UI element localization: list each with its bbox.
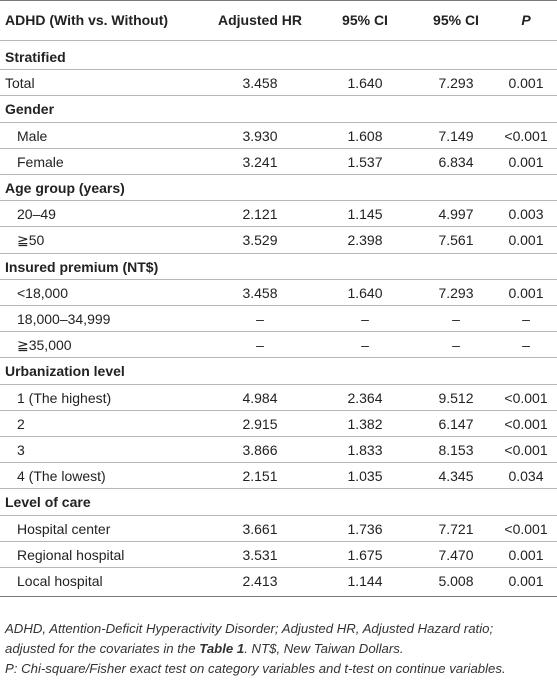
- p-value-cell: 0.034: [508, 468, 544, 485]
- ci-upper-cell: 8.153: [438, 442, 474, 458]
- ci-upper-cell: 6.834: [438, 153, 474, 170]
- ci-lower-cell: 1.537: [347, 153, 383, 170]
- adjusted-hr-cell: 3.531: [242, 546, 278, 563]
- adjusted-hr-cell: 2.915: [242, 415, 278, 432]
- p-value-cell: 0.001: [508, 232, 544, 249]
- header-comparison: ADHD (With vs. Without): [5, 12, 169, 28]
- ci-upper-cell: –: [452, 311, 460, 327]
- adjusted-hr-cell: 2.121: [242, 206, 278, 223]
- table-row: [0, 411, 557, 437]
- ci-lower-cell: 1.736: [347, 520, 383, 537]
- row-label: 1 (The highest): [17, 389, 112, 406]
- adjusted-hr-cell: 3.866: [242, 442, 278, 458]
- table-row: [0, 227, 557, 253]
- ci-lower-cell: 1.833: [347, 442, 383, 458]
- ci-lower-cell: 1.144: [347, 573, 383, 589]
- ci-upper-cell: 7.561: [438, 232, 474, 249]
- ci-upper-cell: 5.008: [438, 573, 474, 589]
- table-row: [0, 306, 557, 332]
- row-label: 18,000–34,999: [17, 311, 111, 327]
- ci-upper-cell: 7.721: [438, 520, 474, 537]
- row-label: Regional hospital: [17, 546, 125, 563]
- ci-lower-cell: 1.145: [347, 206, 383, 223]
- adjusted-hr-cell: 3.241: [242, 153, 278, 170]
- table-row: [0, 332, 557, 358]
- section-label: Urbanization level: [5, 363, 125, 380]
- section-label: Level of care: [5, 494, 91, 511]
- ci-lower-cell: –: [361, 337, 369, 354]
- row-label: Male: [17, 127, 48, 144]
- p-value-cell: 0.001: [508, 75, 544, 92]
- p-value-cell: 0.001: [508, 284, 544, 301]
- section-label: Age group (years): [5, 180, 125, 196]
- ci-lower-cell: 1.035: [347, 468, 383, 485]
- p-value-cell: –: [522, 311, 530, 327]
- p-value-cell: <0.001: [504, 520, 548, 537]
- table-row: [0, 568, 557, 594]
- table-footnote: [5, 619, 553, 679]
- adjusted-hr-cell: 3.930: [242, 127, 278, 144]
- table-row: [0, 516, 557, 542]
- section-label: Stratified: [5, 49, 66, 65]
- row-label: Local hospital: [17, 573, 103, 589]
- row-label: Total: [5, 75, 35, 92]
- p-value-cell: 0.001: [508, 546, 544, 563]
- ci-upper-cell: 4.345: [438, 468, 474, 485]
- section-header-row: [0, 44, 557, 70]
- ci-lower-cell: 2.364: [347, 389, 383, 406]
- table-row: [0, 70, 557, 96]
- adjusted-hr-cell: 2.151: [242, 468, 278, 485]
- ci-upper-cell: –: [452, 337, 460, 354]
- table-row: [0, 463, 557, 489]
- footnote-table-link[interactable]: Table 1: [199, 641, 245, 656]
- section-header-row: [0, 175, 557, 201]
- adjusted-hr-cell: 4.984: [242, 389, 278, 406]
- footnote-abbreviations: ADHD, Attention-Deficit Hyperactivity Disorder; Adjusted HR, Adjusted Hazard ratio;: [5, 621, 494, 636]
- section-header-row: [0, 358, 557, 384]
- row-label: ≧35,000: [17, 337, 72, 354]
- ci-upper-cell: 4.997: [438, 206, 474, 223]
- header-bottom-rule: [0, 40, 557, 41]
- p-value-cell: <0.001: [504, 389, 548, 406]
- footnote-currency-text: . NT$, New Taiwan Dollars.: [244, 641, 404, 656]
- row-label: 3: [17, 442, 25, 458]
- ci-upper-cell: 7.149: [438, 127, 474, 144]
- table-row: [0, 385, 557, 411]
- ci-lower-cell: 1.640: [347, 75, 383, 92]
- header-ci-upper: 95% CI: [433, 12, 479, 28]
- ci-lower-cell: 1.608: [347, 127, 383, 144]
- p-value-cell: 0.001: [508, 573, 544, 589]
- ci-lower-cell: 1.640: [347, 284, 383, 301]
- section-label: Gender: [5, 101, 55, 118]
- p-value-cell: 0.001: [508, 153, 544, 170]
- table-row: [0, 123, 557, 149]
- row-label: Female: [17, 153, 64, 170]
- table-row: [0, 542, 557, 568]
- ci-upper-cell: 7.293: [438, 284, 474, 301]
- header-ci-lower: 95% CI: [342, 12, 388, 28]
- ci-lower-cell: 1.382: [347, 415, 383, 432]
- footnote-tests: P: Chi-square/Fisher exact test on category variables and t-test on continue variables.: [5, 661, 506, 676]
- footnote-adjustment-text: adjusted for the covariates in the: [5, 641, 200, 656]
- p-value-cell: –: [522, 337, 530, 354]
- header-p: P: [521, 12, 531, 28]
- section-header-row: [0, 489, 557, 515]
- row-label: 2: [17, 415, 25, 432]
- ci-upper-cell: 7.293: [438, 75, 474, 92]
- p-value-cell: <0.001: [504, 442, 548, 458]
- adjusted-hr-cell: –: [256, 337, 264, 354]
- table-row: [0, 437, 557, 463]
- ci-lower-cell: –: [361, 311, 369, 327]
- ci-upper-cell: 7.470: [438, 546, 474, 563]
- table-row: [0, 201, 557, 227]
- section-header-row: [0, 96, 557, 122]
- p-value-cell: 0.003: [508, 206, 544, 223]
- table-row: [0, 149, 557, 175]
- row-label: Hospital center: [17, 520, 111, 537]
- p-value-cell: <0.001: [504, 415, 548, 432]
- row-label: <18,000: [17, 284, 68, 301]
- row-label: 20–49: [17, 206, 56, 223]
- adjusted-hr-cell: 3.458: [242, 75, 278, 92]
- footnote-adjustment: [5, 639, 553, 659]
- table-header-row: [0, 2, 557, 38]
- table-row: [0, 280, 557, 306]
- ci-upper-cell: 9.512: [438, 389, 474, 406]
- table-top-rule: [0, 0, 557, 1]
- header-adjusted-hr: Adjusted HR: [218, 12, 302, 28]
- adjusted-hr-cell: –: [256, 311, 264, 327]
- ci-lower-cell: 1.675: [347, 546, 383, 563]
- ci-upper-cell: 6.147: [438, 415, 474, 432]
- adjusted-hr-cell: 2.413: [242, 573, 278, 589]
- adjusted-hr-cell: 3.661: [242, 520, 278, 537]
- p-value-cell: <0.001: [504, 127, 548, 144]
- ci-lower-cell: 2.398: [347, 232, 383, 249]
- adjusted-hr-cell: 3.529: [242, 232, 278, 249]
- table-bottom-rule: [0, 596, 557, 597]
- row-label: 4 (The lowest): [17, 468, 106, 485]
- row-label: ≧50: [17, 232, 45, 249]
- section-label: Insured premium (NT$): [5, 258, 159, 275]
- section-header-row: [0, 254, 557, 280]
- adjusted-hr-cell: 3.458: [242, 284, 278, 301]
